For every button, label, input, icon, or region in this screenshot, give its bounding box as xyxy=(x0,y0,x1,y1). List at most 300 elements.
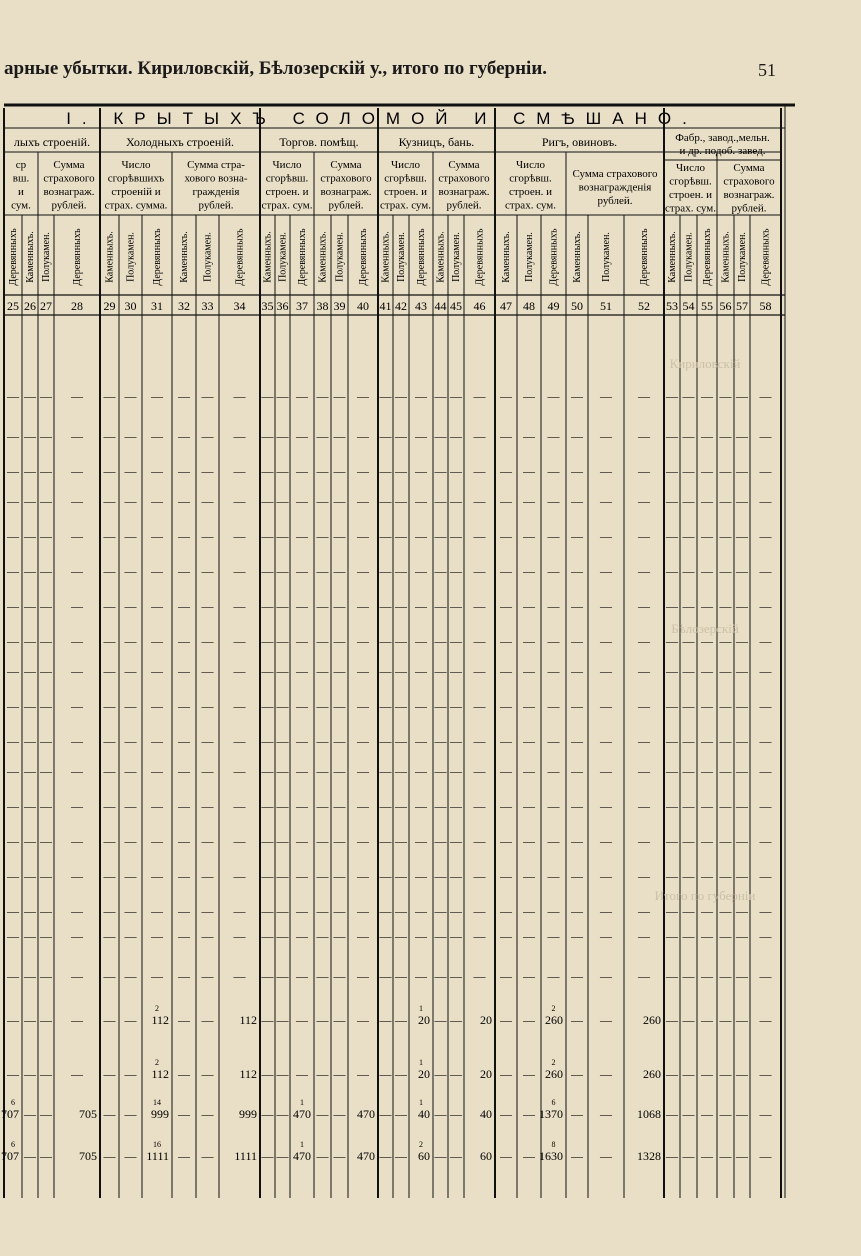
dash-cell: — xyxy=(450,599,462,613)
dash-cell: — xyxy=(571,564,583,578)
material-label: Каменныхъ. xyxy=(572,231,583,283)
material-label: Деревянныхъ xyxy=(152,228,163,286)
dash-cell: — xyxy=(759,799,772,813)
dash-cell: — xyxy=(276,834,289,848)
dash-cell: — xyxy=(395,464,407,478)
dash-cell: — xyxy=(379,529,392,543)
data-cell: 260 xyxy=(545,1013,563,1027)
material-label: Деревянныхъ xyxy=(234,228,246,286)
dash-cell: — xyxy=(523,1107,535,1121)
dash-cell: — xyxy=(547,699,560,713)
dash-cell: — xyxy=(261,764,274,778)
dash-cell: — xyxy=(719,734,732,748)
dash-cell: — xyxy=(736,834,748,848)
dash-cell: — xyxy=(736,1067,748,1081)
dash-cell: — xyxy=(296,494,308,508)
dash-cell: — xyxy=(450,1107,462,1121)
dash-cell: — xyxy=(357,869,369,883)
faint-label: Кириловскій xyxy=(669,356,741,371)
dash-cell: — xyxy=(736,799,748,813)
dash-cell: — xyxy=(24,799,36,813)
subheader-text: рублей. xyxy=(731,202,767,215)
column-number: 31 xyxy=(151,299,163,313)
data-superscript: 6 xyxy=(11,1098,15,1107)
dash-cell: — xyxy=(682,564,695,578)
data-superscript: 14 xyxy=(153,1098,161,1107)
dash-cell: — xyxy=(415,929,427,943)
dash-cell: — xyxy=(600,799,612,813)
dash-cell: — xyxy=(261,799,274,813)
dash-cell: — xyxy=(233,929,246,943)
dash-cell: — xyxy=(276,1149,289,1163)
data-cell: 470 xyxy=(357,1149,375,1163)
data-cell: 260 xyxy=(545,1067,563,1081)
dash-cell: — xyxy=(473,664,486,678)
dash-cell: — xyxy=(71,389,83,403)
dash-cell: — xyxy=(395,969,407,983)
dash-cell: — xyxy=(666,734,678,748)
dash-cell: — xyxy=(276,529,289,543)
dash-cell: — xyxy=(571,869,583,883)
dash-cell: — xyxy=(379,734,392,748)
dash-cell: — xyxy=(719,1107,732,1121)
dash-cell: — xyxy=(71,529,83,543)
dash-cell: — xyxy=(261,529,274,543)
dash-cell: — xyxy=(201,1107,214,1121)
dash-cell: — xyxy=(638,764,650,778)
dash-cell: — xyxy=(40,664,52,678)
column-number: 37 xyxy=(296,299,308,313)
dash-cell: — xyxy=(415,799,427,813)
column-number: 39 xyxy=(333,299,346,313)
material-label: Деревянныхъ xyxy=(8,228,19,286)
dash-cell: — xyxy=(434,464,447,478)
dash-cell: — xyxy=(357,429,369,443)
dash-cell: — xyxy=(276,1067,289,1081)
dash-cell: — xyxy=(201,1149,214,1163)
dash-cell: — xyxy=(523,969,535,983)
material-label: Деревянныхъ xyxy=(639,228,650,286)
data-cell: 1068 xyxy=(637,1107,661,1121)
dash-cell: — xyxy=(201,734,214,748)
dash-cell: — xyxy=(40,799,52,813)
dash-cell: — xyxy=(450,429,462,443)
dash-cell: — xyxy=(682,1149,695,1163)
dash-cell: — xyxy=(7,1013,19,1027)
dash-cell: — xyxy=(296,764,308,778)
dash-cell: — xyxy=(296,529,308,543)
dash-cell: — xyxy=(434,1013,447,1027)
dash-cell: — xyxy=(450,494,462,508)
dash-cell: — xyxy=(124,764,137,778)
dash-cell: — xyxy=(450,464,462,478)
dash-cell: — xyxy=(71,969,83,983)
dash-cell: — xyxy=(333,699,346,713)
dash-cell: — xyxy=(261,699,274,713)
dash-cell: — xyxy=(379,664,392,678)
dash-cell: — xyxy=(357,529,369,543)
dash-cell: — xyxy=(759,664,772,678)
dash-cell: — xyxy=(379,634,392,648)
dash-cell: — xyxy=(316,664,329,678)
dash-cell: — xyxy=(500,1149,512,1163)
dash-cell: — xyxy=(701,389,713,403)
dash-cell: — xyxy=(333,929,346,943)
dash-cell: — xyxy=(473,929,486,943)
dash-cell: — xyxy=(103,464,116,478)
dash-cell: — xyxy=(233,664,246,678)
data-cell: 260 xyxy=(643,1013,661,1027)
dash-cell: — xyxy=(357,699,369,713)
data-cell: 470 xyxy=(357,1107,375,1121)
dash-cell: — xyxy=(71,634,83,648)
dash-cell: — xyxy=(151,969,163,983)
dash-cell: — xyxy=(759,494,772,508)
dash-cell: — xyxy=(638,599,650,613)
subheader-text: сгорѣвш. xyxy=(669,175,712,188)
dash-cell: — xyxy=(719,529,732,543)
dash-cell: — xyxy=(736,599,748,613)
dash-cell: — xyxy=(638,664,650,678)
dash-cell: — xyxy=(71,464,83,478)
subheader-text: вознагражденія xyxy=(578,181,652,194)
dash-cell: — xyxy=(600,764,612,778)
dash-cell: — xyxy=(600,969,612,983)
dash-cell: — xyxy=(24,664,36,678)
dash-cell: — xyxy=(759,904,772,918)
dash-cell: — xyxy=(124,529,137,543)
dash-cell: — xyxy=(151,929,163,943)
dash-cell: — xyxy=(201,634,214,648)
material-label: Деревянныхъ xyxy=(474,228,486,286)
column-number: 29 xyxy=(103,299,116,313)
dash-cell: — xyxy=(736,1013,748,1027)
faint-label: Бѣлозерскій xyxy=(671,621,739,636)
dash-cell: — xyxy=(233,429,246,443)
dash-cell: — xyxy=(201,1013,214,1027)
data-cell: 20 xyxy=(480,1067,492,1081)
dash-cell: — xyxy=(500,734,512,748)
dash-cell: — xyxy=(261,464,274,478)
dash-cell: — xyxy=(357,564,369,578)
subheader-text: Число xyxy=(516,159,545,171)
dash-cell: — xyxy=(701,699,713,713)
dash-cell: — xyxy=(759,429,772,443)
dash-cell: — xyxy=(103,764,116,778)
dash-cell: — xyxy=(71,664,83,678)
dash-cell: — xyxy=(124,1149,137,1163)
dash-cell: — xyxy=(276,764,289,778)
dash-cell: — xyxy=(24,764,36,778)
dash-cell: — xyxy=(395,1107,407,1121)
data-cell: 470 xyxy=(293,1149,311,1163)
dash-cell: — xyxy=(151,869,163,883)
dash-cell: — xyxy=(71,1013,83,1027)
dash-cell: — xyxy=(434,834,447,848)
dash-cell: — xyxy=(233,734,246,748)
dash-cell: — xyxy=(261,664,274,678)
dash-cell: — xyxy=(395,734,407,748)
dash-cell: — xyxy=(600,529,612,543)
subheader-text: строен. и xyxy=(265,186,309,198)
dash-cell: — xyxy=(473,734,486,748)
data-cell: 20 xyxy=(418,1067,430,1081)
dash-cell: — xyxy=(395,529,407,543)
dash-cell: — xyxy=(666,529,678,543)
dash-cell: — xyxy=(71,564,83,578)
dash-cell: — xyxy=(201,764,214,778)
dash-cell: — xyxy=(638,904,650,918)
dash-cell: — xyxy=(638,464,650,478)
dash-cell: — xyxy=(736,564,748,578)
dash-cell: — xyxy=(178,634,190,648)
dash-cell: — xyxy=(40,564,52,578)
dash-cell: — xyxy=(233,904,246,918)
dash-cell: — xyxy=(333,1149,346,1163)
dash-cell: — xyxy=(682,529,695,543)
dash-cell: — xyxy=(316,1067,329,1081)
subheader-text: вознаграж. xyxy=(438,186,490,198)
dash-cell: — xyxy=(395,634,407,648)
dash-cell: — xyxy=(178,464,190,478)
data-superscript: 1 xyxy=(300,1140,304,1149)
dash-cell: — xyxy=(571,764,583,778)
dash-cell: — xyxy=(571,464,583,478)
group-label: Ригъ, овиновъ. xyxy=(541,135,618,149)
data-cell: 20 xyxy=(480,1013,492,1027)
dash-cell: — xyxy=(473,389,486,403)
dash-cell: — xyxy=(357,904,369,918)
dash-cell: — xyxy=(666,764,678,778)
column-number: 32 xyxy=(178,299,190,313)
dash-cell: — xyxy=(473,699,486,713)
subheader-text: вознаграж. xyxy=(723,189,775,201)
dash-cell: — xyxy=(201,529,214,543)
dash-cell: — xyxy=(682,464,695,478)
dash-cell: — xyxy=(24,389,36,403)
dash-cell: — xyxy=(40,969,52,983)
data-superscript: 6 xyxy=(11,1140,15,1149)
dash-cell: — xyxy=(276,904,289,918)
dash-cell: — xyxy=(103,634,116,648)
dash-cell: — xyxy=(124,464,137,478)
dash-cell: — xyxy=(759,699,772,713)
dash-cell: — xyxy=(178,834,190,848)
dash-cell: — xyxy=(719,764,732,778)
dash-cell: — xyxy=(24,634,36,648)
dash-cell: — xyxy=(7,599,19,613)
dash-cell: — xyxy=(71,904,83,918)
column-number: 38 xyxy=(316,299,329,313)
dash-cell: — xyxy=(103,834,116,848)
dash-cell: — xyxy=(296,634,308,648)
dash-cell: — xyxy=(379,1149,392,1163)
group-label: и др. подоб. завед. xyxy=(679,145,766,157)
dash-cell: — xyxy=(719,1149,732,1163)
column-number: 52 xyxy=(638,299,650,313)
column-number: 43 xyxy=(415,299,427,313)
dash-cell: — xyxy=(415,529,427,543)
dash-cell: — xyxy=(500,564,512,578)
dash-cell: — xyxy=(682,869,695,883)
subheader-text: хового возна- xyxy=(184,172,248,185)
dash-cell: — xyxy=(434,869,447,883)
dash-cell: — xyxy=(736,764,748,778)
dash-cell: — xyxy=(719,1067,732,1081)
dash-cell: — xyxy=(103,699,116,713)
column-number: 49 xyxy=(547,299,560,313)
dash-cell: — xyxy=(473,599,486,613)
material-label: Полукамен. xyxy=(277,232,289,282)
dash-cell: — xyxy=(736,734,748,748)
dash-cell: — xyxy=(103,904,116,918)
dash-cell: — xyxy=(333,834,346,848)
dash-cell: — xyxy=(600,564,612,578)
data-cell: 40 xyxy=(418,1107,430,1121)
dash-cell: — xyxy=(395,834,407,848)
dash-cell: — xyxy=(261,389,274,403)
dash-cell: — xyxy=(600,464,612,478)
material-label: Каменныхъ. xyxy=(104,231,116,283)
dash-cell: — xyxy=(682,699,695,713)
dash-cell: — xyxy=(571,494,583,508)
dash-cell: — xyxy=(666,1107,678,1121)
subheader-text: страх. сум. xyxy=(664,202,717,215)
dash-cell: — xyxy=(233,869,246,883)
dash-cell: — xyxy=(40,834,52,848)
dash-cell: — xyxy=(40,494,52,508)
dash-cell: — xyxy=(103,389,116,403)
group-label: Холодныхъ строеній. xyxy=(125,135,235,149)
dash-cell: — xyxy=(201,929,214,943)
subheader-text: Сумма xyxy=(330,159,362,171)
dash-cell: — xyxy=(151,389,163,403)
dash-cell: — xyxy=(201,834,214,848)
dash-cell: — xyxy=(415,464,427,478)
dash-cell: — xyxy=(201,564,214,578)
dash-cell: — xyxy=(124,929,137,943)
dash-cell: — xyxy=(124,699,137,713)
dash-cell: — xyxy=(71,429,83,443)
dash-cell: — xyxy=(434,494,447,508)
data-cell: 1630 xyxy=(539,1149,563,1163)
dash-cell: — xyxy=(600,699,612,713)
dash-cell: — xyxy=(357,1013,369,1027)
dash-cell: — xyxy=(450,834,462,848)
dash-cell: — xyxy=(124,389,137,403)
dash-cell: — xyxy=(103,494,116,508)
dash-cell: — xyxy=(233,699,246,713)
dash-cell: — xyxy=(415,599,427,613)
dash-cell: — xyxy=(719,494,732,508)
dash-cell: — xyxy=(571,834,583,848)
dash-cell: — xyxy=(736,464,748,478)
dash-cell: — xyxy=(415,699,427,713)
dash-cell: — xyxy=(40,429,52,443)
dash-cell: — xyxy=(682,764,695,778)
dash-cell: — xyxy=(571,634,583,648)
column-number: 25 xyxy=(7,299,19,313)
dash-cell: — xyxy=(357,464,369,478)
dash-cell: — xyxy=(316,1149,329,1163)
dash-cell: — xyxy=(701,764,713,778)
dash-cell: — xyxy=(296,1013,308,1027)
dash-cell: — xyxy=(178,664,190,678)
dash-cell: — xyxy=(233,799,246,813)
dash-cell: — xyxy=(333,904,346,918)
dash-cell: — xyxy=(276,429,289,443)
dash-cell: — xyxy=(571,969,583,983)
dash-cell: — xyxy=(547,929,560,943)
dash-cell: — xyxy=(178,1107,190,1121)
dash-cell: — xyxy=(450,764,462,778)
dash-cell: — xyxy=(395,1067,407,1081)
dash-cell: — xyxy=(261,564,274,578)
dash-cell: — xyxy=(571,664,583,678)
dash-cell: — xyxy=(395,1013,407,1027)
dash-cell: — xyxy=(40,1067,52,1081)
dash-cell: — xyxy=(638,734,650,748)
dash-cell: — xyxy=(547,764,560,778)
dash-cell: — xyxy=(316,494,329,508)
dash-cell: — xyxy=(666,969,678,983)
dash-cell: — xyxy=(357,969,369,983)
dash-cell: — xyxy=(357,599,369,613)
dash-cell: — xyxy=(276,969,289,983)
dash-cell: — xyxy=(415,564,427,578)
dash-cell: — xyxy=(71,834,83,848)
data-cell: 1111 xyxy=(146,1149,169,1163)
dash-cell: — xyxy=(434,929,447,943)
dash-cell: — xyxy=(500,1013,512,1027)
dash-cell: — xyxy=(638,529,650,543)
dash-cell: — xyxy=(151,834,163,848)
subheader-text: Число xyxy=(121,159,151,171)
dash-cell: — xyxy=(103,599,116,613)
dash-cell: — xyxy=(450,564,462,578)
dash-cell: — xyxy=(473,564,486,578)
dash-cell: — xyxy=(333,389,346,403)
column-number: 44 xyxy=(434,299,447,313)
dash-cell: — xyxy=(233,389,246,403)
dash-cell: — xyxy=(178,734,190,748)
dash-cell: — xyxy=(40,904,52,918)
dash-cell: — xyxy=(178,764,190,778)
dash-cell: — xyxy=(571,1107,583,1121)
dash-cell: — xyxy=(434,764,447,778)
dash-cell: — xyxy=(500,529,512,543)
dash-cell: — xyxy=(40,599,52,613)
dash-cell: — xyxy=(201,969,214,983)
dash-cell: — xyxy=(736,529,748,543)
dash-cell: — xyxy=(395,904,407,918)
dash-cell: — xyxy=(395,664,407,678)
dash-cell: — xyxy=(500,599,512,613)
group-label: Кузницъ, бань. xyxy=(398,135,475,149)
dash-cell: — xyxy=(276,1013,289,1027)
section-title: I. КРЫТЫХЪ СОЛОМОЙ И СМѢШАНО. xyxy=(66,109,698,128)
dash-cell: — xyxy=(600,599,612,613)
dash-cell: — xyxy=(736,634,748,648)
dash-cell: — xyxy=(296,429,308,443)
dash-cell: — xyxy=(7,799,19,813)
dash-cell: — xyxy=(124,834,137,848)
data-superscript: 1 xyxy=(300,1098,304,1107)
dash-cell: — xyxy=(151,429,163,443)
dash-cell: — xyxy=(415,904,427,918)
dash-cell: — xyxy=(151,764,163,778)
dash-cell: — xyxy=(759,529,772,543)
